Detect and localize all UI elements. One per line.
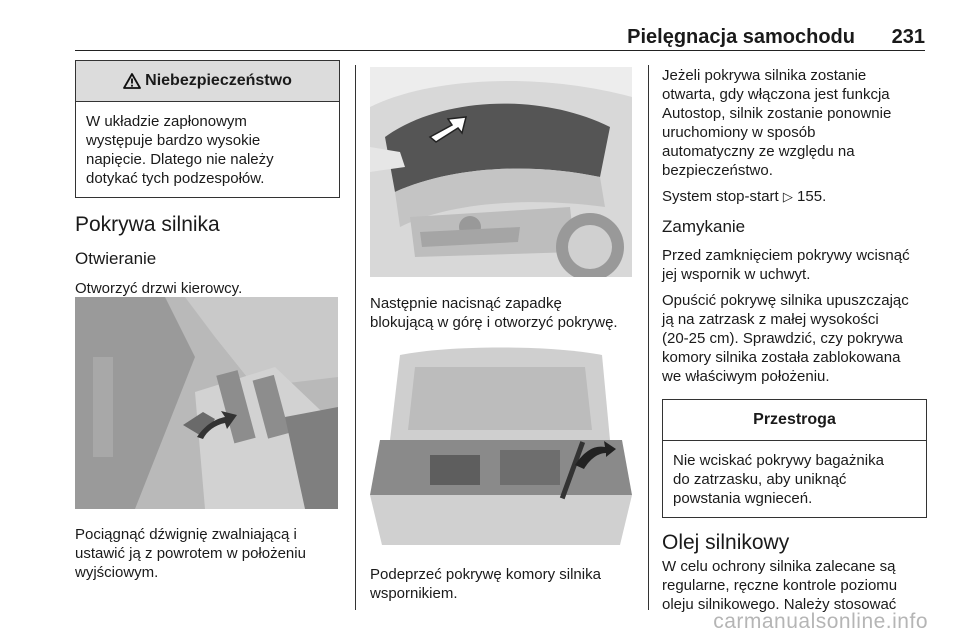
text-line: napięcie. Dlatego nie należy (86, 151, 274, 168)
page-number: 231 (891, 26, 925, 48)
page-title: Pielęgnacja samochodu (627, 26, 855, 48)
danger-box-body (76, 102, 339, 197)
autostop-paragraph (662, 66, 927, 180)
oil-paragraph (662, 557, 927, 614)
column-divider (648, 65, 649, 610)
release-lever-illustration (75, 297, 338, 509)
warning-triangle-icon (123, 73, 141, 89)
text-line: Opuścić pokrywę silnika upuszczając (662, 292, 909, 309)
text-line: ją na zatrzask z małej wysokości (662, 311, 879, 328)
text-line: dotykać tych podzespołów. (86, 170, 265, 187)
caption-release-lever (75, 525, 340, 582)
text-line: Przed zamknięciem pokrywy wcisnąć (662, 247, 910, 264)
caption-prop-rod (370, 565, 635, 603)
danger-box-header (76, 61, 339, 102)
text-line: W układzie zapłonowym (86, 113, 247, 130)
text-line: bezpieczeństwo. (662, 162, 773, 179)
column-1 (75, 60, 340, 298)
text-line: do zatrzasku, aby uniknąć (673, 471, 847, 488)
crossref-text: System stop-start (662, 188, 779, 205)
text-line: ustawić ją z powrotem w położeniu (75, 545, 306, 562)
text-line: W celu ochrony silnika zalecane są (662, 558, 896, 575)
text-line: Następnie nacisnąć zapadkę (370, 295, 562, 312)
caution-box-header (663, 400, 926, 441)
page-reference-icon: ▷ (782, 189, 793, 204)
text-line: Jeżeli pokrywa silnika zostanie (662, 67, 867, 84)
oil-heading: Olej silnikowy (662, 531, 790, 554)
text-line: (20-25 cm). Sprawdzić, czy pokrywa (662, 330, 903, 347)
page-header (75, 14, 925, 51)
text-line: wyjściowym. (75, 564, 159, 581)
section-heading: Pokrywa silnika (75, 213, 220, 236)
text-line: komory silnika została zablokowana (662, 349, 901, 366)
caution-box (662, 399, 927, 518)
subheading-opening: Otwieranie (75, 249, 157, 268)
text-line: powstania wgnieceń. (673, 490, 813, 507)
column-divider (355, 65, 356, 610)
caution-box-title: Przestroga (753, 411, 836, 428)
caution-box-body (663, 441, 926, 517)
hood-latch-illustration (370, 67, 632, 277)
text-line: automatyczny ze względu na (662, 143, 855, 160)
text-line: występuje bardzo wysokie (86, 132, 261, 149)
text-line: Autostop, silnik zostanie ponownie (662, 105, 892, 122)
text-line: Podeprzeć pokrywę komory silnika (370, 566, 601, 583)
crossref-line[interactable] (662, 187, 927, 206)
text-line: oleju silnikowego. Należy stosować (662, 596, 897, 613)
crossref-page: 155. (797, 188, 827, 205)
text-line: Nie wciskać pokrywy bagażnika (673, 452, 884, 469)
closing-paragraph-2 (662, 291, 927, 386)
intro-text: Otworzyć drzwi kierowcy. (75, 280, 243, 297)
text-line: otwarta, gdy włączona jest funkcja (662, 86, 890, 103)
subheading-closing: Zamykanie (662, 217, 746, 236)
text-line: Pociągnąć dźwignię zwalniającą i (75, 526, 297, 543)
caption-latch (370, 294, 635, 332)
text-line: jej wspornik w uchwyt. (662, 266, 811, 283)
watermark: carmanualsonline.info (713, 610, 928, 633)
danger-box (75, 60, 340, 198)
text-line: we właściwym położeniu. (662, 368, 830, 385)
text-line: wspornikiem. (370, 585, 458, 602)
danger-box-title: Niebezpieczeństwo (145, 72, 292, 89)
closing-paragraph-1 (662, 246, 927, 284)
text-line: regularne, ręczne kontrole poziomu (662, 577, 898, 594)
column-3 (662, 66, 927, 614)
text-line: blokującą w górę i otworzyć pokrywę. (370, 314, 618, 331)
hood-prop-rod-illustration (370, 345, 632, 552)
text-line: uruchomiony w sposób (662, 124, 816, 141)
